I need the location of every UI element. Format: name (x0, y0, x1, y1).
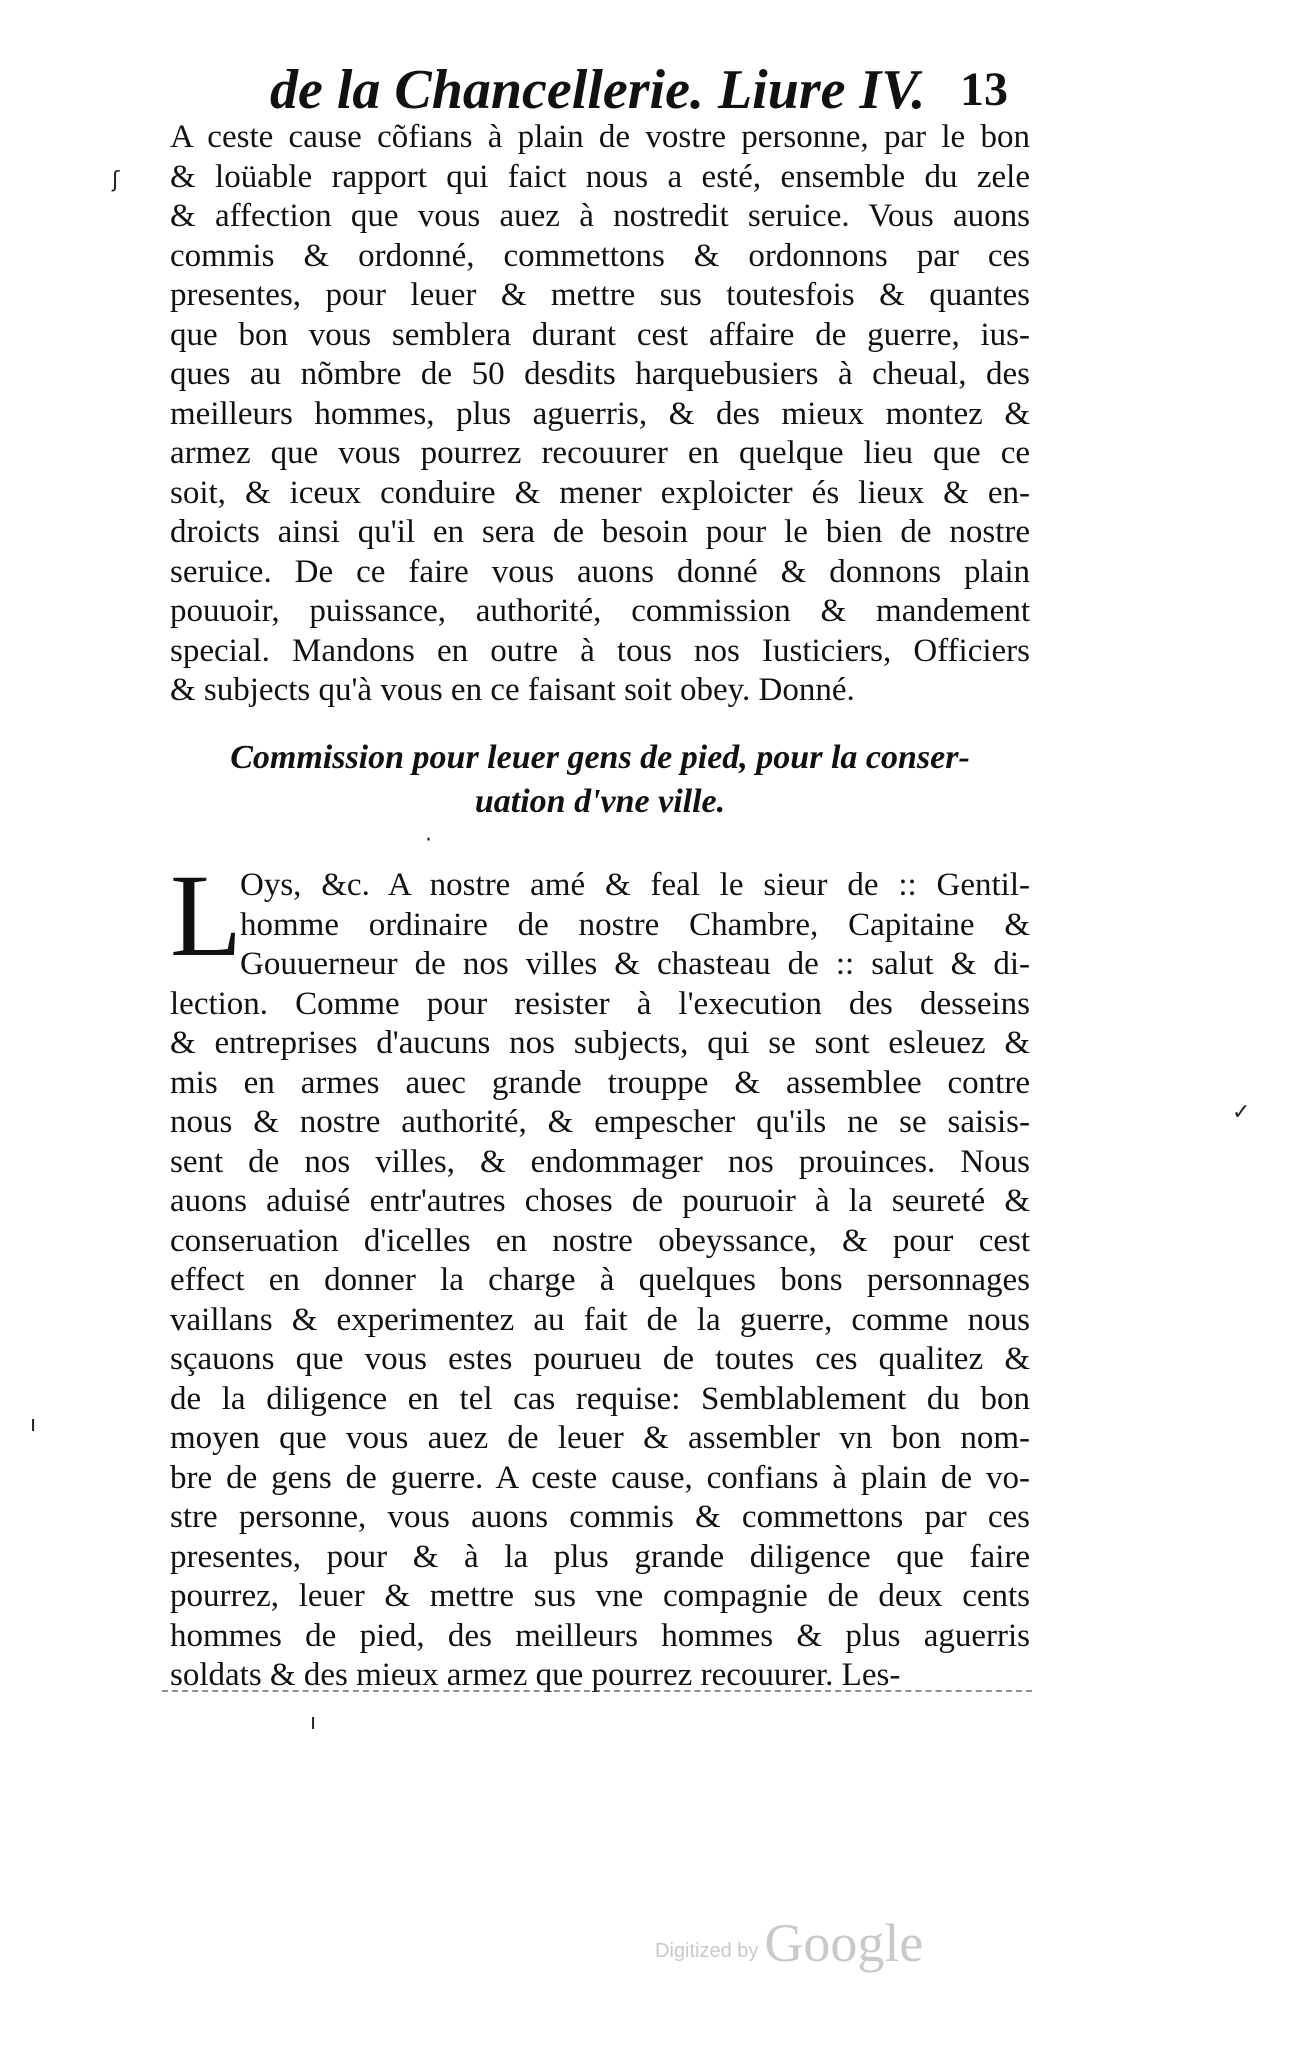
text-line: commis & ordonné, commettons & ordonnons par ces (170, 237, 1030, 274)
text-line: pourrez, leuer & mettre sus vne compagnie de deux cents (170, 1578, 1030, 1614)
text-line: Gouuerneur de nos villes & chasteau de :: salut & di- (240, 946, 1030, 982)
text-line: special. Mandons en outre à tous nos Iusticiers, Officiers (170, 632, 1030, 669)
text-line: soit, & iceux conduire & mener exploicter és lieux & en- (170, 474, 1030, 511)
text-line: nous & nostre authorité, & empescher qu'ils ne se saisis- (170, 1104, 1030, 1140)
text-line: moyen que vous auez de leuer & assembler vn bon nom- (170, 1420, 1030, 1456)
text-line: de la diligence en tel cas requise: Semblablement du bon (170, 1380, 1030, 1417)
text-line: sçauons que vous estes pourueu de toutes ces qualitez & (170, 1341, 1030, 1377)
text-line: seruice. De ce faire vous auons donné & donnons plain (170, 553, 1030, 590)
text-line: vaillans & experimentez au fait de la guerre, comme nous (170, 1301, 1030, 1338)
section-heading (170, 736, 1030, 824)
page-number: 13 (960, 63, 1008, 116)
text-line: armez que vous pourrez recouurer en quelque lieu que ce (170, 435, 1030, 471)
margin-speck-mark: ʃ (112, 168, 120, 193)
digitization-watermark (655, 1915, 923, 1971)
text-line: & subjects qu'à vous en ce faisant soit obey. Donné. (170, 672, 855, 708)
text-line: & entreprises d'aucuns nos subjects, qui se sont esleuez & (170, 1025, 1030, 1061)
watermark-prefix: Digitized by (655, 1940, 759, 1962)
watermark-brand-logo: Google (764, 1913, 924, 1973)
text-line: bre de gens de guerre. A ceste cause, confians à plain de vo- (170, 1459, 1030, 1496)
text-line: hommes de pied, des meilleurs hommes & plus aguerris (170, 1617, 1030, 1654)
text-line: effect en donner la charge à quelques bons personnages (170, 1262, 1030, 1298)
text-line: A ceste cause cõfians à plain de vostre personne, par le bon (170, 119, 1030, 155)
running-title: de la Chancellerie. Liure IV. (270, 59, 926, 121)
text-line: mis en armes auec grande trouppe & assemblee contre (170, 1064, 1030, 1101)
margin-speck-mark: ı (30, 1412, 37, 1437)
text-line: meilleurs hommes, plus aguerris, & des mieux montez & (170, 395, 1030, 432)
text-line: lection. Comme pour resister à l'execution des desseins (170, 985, 1030, 1022)
body-paragraph-2 (170, 850, 1030, 1696)
margin-speck-mark: ✓ (1232, 1100, 1251, 1125)
text-line: auons aduisé entr'autres choses de pouruoir à la seureté & (170, 1183, 1030, 1219)
text-line: stre personne, vous auons commis & commettons par ces (170, 1499, 1030, 1535)
text-line: Oys, &c. A nostre amé & feal le sieur de :: Gentil- (240, 867, 1030, 903)
text-line: ques au nõmbre de 50 desdits harquebusiers à cheual, des (170, 356, 1030, 392)
page-bottom-rule (162, 1690, 1032, 1692)
text-line: droicts ainsi qu'il en sera de besoin pour le bien de nostre (170, 514, 1030, 550)
drop-cap-initial: L (170, 850, 243, 981)
text-line: & loüable rapport qui faict nous a esté, ensemble du zele (170, 158, 1030, 195)
text-line: Commission pour leuer gens de pied, pour la conser- (230, 739, 970, 776)
text-line: presentes, pour leuer & mettre sus toutesfois & quantes (170, 277, 1030, 313)
text-line: & affection que vous auez à nostredit seruice. Vous auons (170, 198, 1030, 234)
margin-speck-mark: · (425, 828, 432, 853)
text-line: conseruation d'icelles en nostre obeyssance, & pour cest (170, 1222, 1030, 1259)
body-paragraph-1 (170, 118, 1030, 711)
text-line: homme ordinaire de nostre Chambre, Capitaine & (240, 906, 1030, 943)
text-line: pouuoir, puissance, authorité, commission & mandement (170, 593, 1030, 629)
text-line: uation d'vne ville. (474, 783, 726, 820)
text-line: que bon vous semblera durant cest affaire de guerre, ius- (170, 316, 1030, 353)
text-line: presentes, pour & à la plus grande diligence que faire (170, 1538, 1030, 1575)
text-line: sent de nos villes, & endommager nos prouinces. Nous (170, 1143, 1030, 1180)
text-line: soldats & des mieux armez que pourrez recouurer. Les- (170, 1657, 901, 1693)
margin-speck-mark: ı (310, 1710, 317, 1735)
